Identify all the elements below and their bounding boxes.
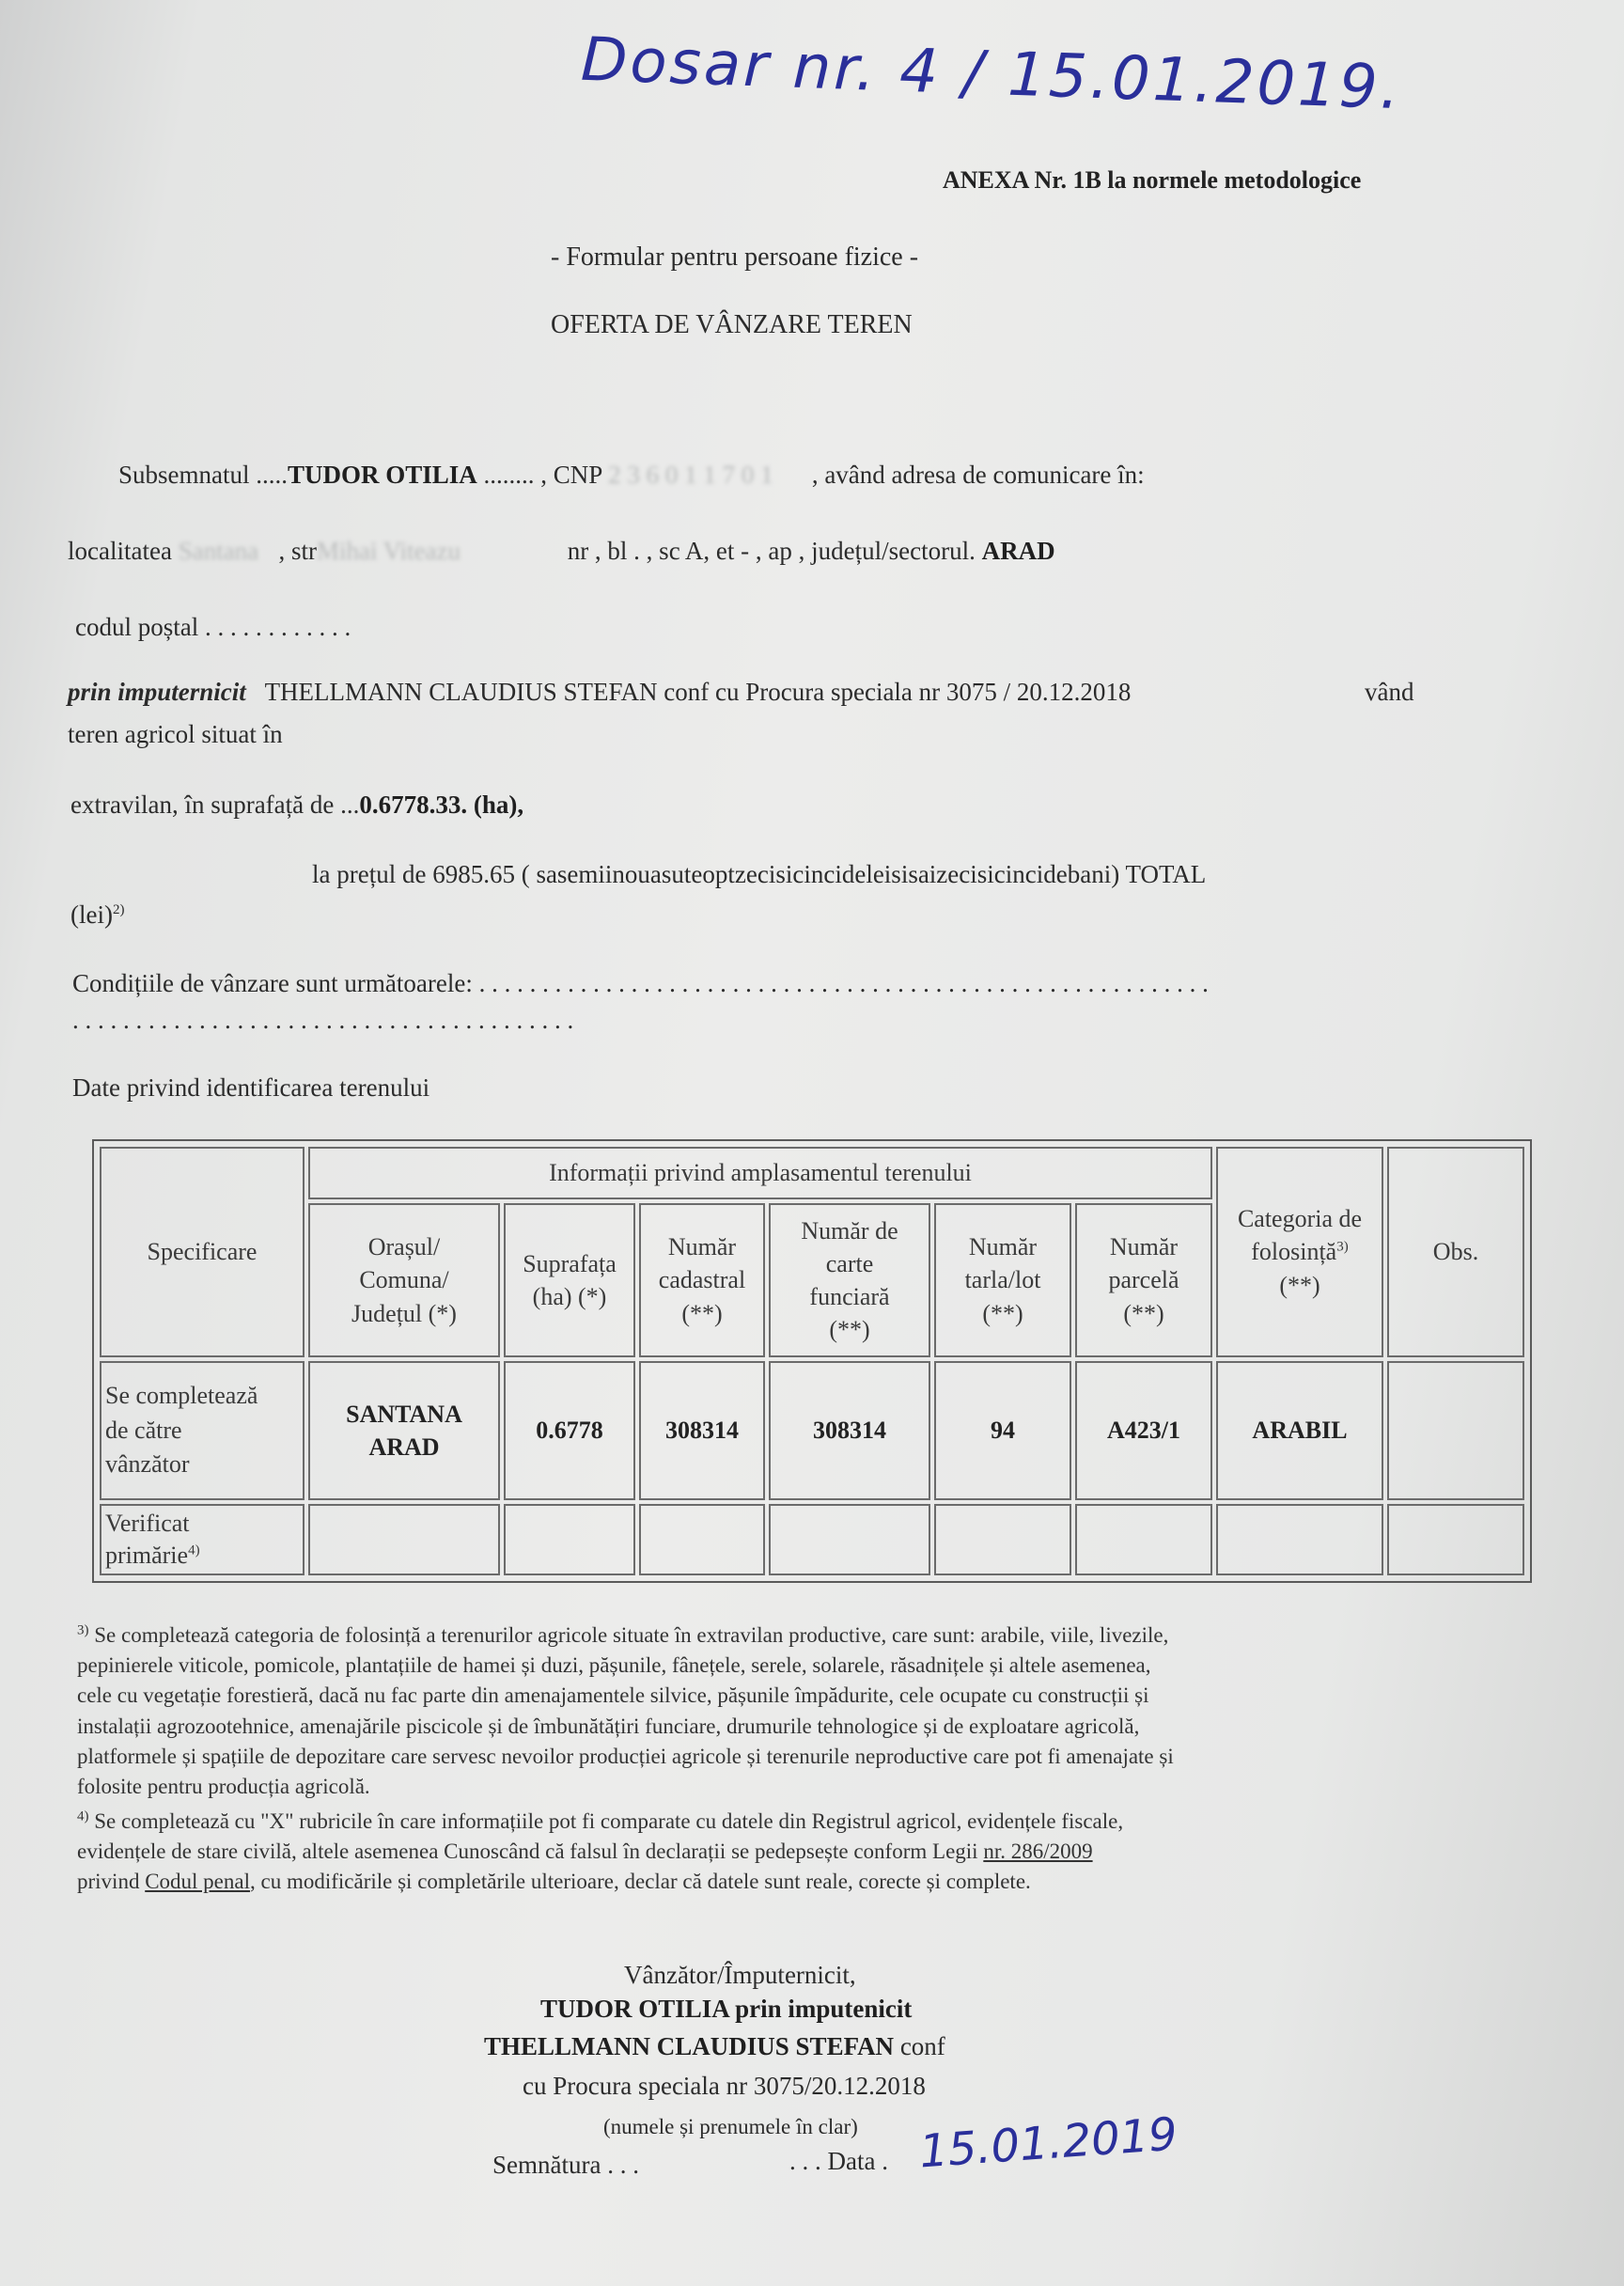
row-verified-oras (308, 1504, 500, 1575)
address-rest: nr , bl . , sc A, et - , ap , județul/sectorul. (567, 537, 976, 565)
row-seller-suprafata: 0.6778 (504, 1361, 635, 1500)
date-label: . . . Data . (789, 2147, 888, 2175)
row-seller-tarla: 94 (934, 1361, 1071, 1500)
row-verified-parcela (1075, 1504, 1212, 1575)
signature-name-2 (484, 2032, 945, 2061)
header-carte-funciara: Număr de carte funciară (**) (769, 1203, 930, 1357)
signatory-name-tail: prin imputenicit (728, 1995, 913, 2023)
land-identification-label: Date privind identificarea terenului (72, 1073, 430, 1102)
footnote-4 (77, 1807, 1123, 1898)
representative-line (68, 678, 1131, 707)
postal-code-line: codul poștal . . . . . . . . . . . . (75, 613, 351, 641)
sale-conditions-line (72, 969, 1209, 998)
sale-conditions-dots: . . . . . . . . . . . . . . . . . . . . . . . . . . . . . . . . . . . . . . . . . . . . . . . . . . . . . . . . . . (478, 969, 1209, 997)
price-unit (70, 900, 124, 930)
street-redacted: Mihai Viteazu (316, 537, 461, 565)
row-seller-parcela: A423/1 (1075, 1361, 1212, 1500)
header-obs: Obs. (1387, 1147, 1524, 1357)
locality-redacted: Santana (178, 537, 259, 565)
header-oras: Orașul/ Comuna/ Județul (*) (308, 1203, 500, 1357)
row-seller-cadastral: 308314 (639, 1361, 765, 1500)
header-categoria (1216, 1147, 1383, 1357)
representative-text: THELLMANN CLAUDIUS STEFAN conf cu Procura speciala nr 3075 / 20.12.2018 (264, 678, 1132, 706)
declarant-line (118, 461, 1145, 490)
footnote-3 (77, 1621, 1174, 1802)
sale-conditions-label: Condițiile de vânzare sunt următoarele: (72, 969, 473, 997)
representative-label: prin imputernicit (68, 678, 246, 706)
footnote-4-line: evidențele de stare civilă, altele asemenea Cunoscând că falsul în declarații se pedepsește conform Legii (77, 1840, 984, 1864)
handwritten-date: 15.01.2019 (917, 2107, 1179, 2179)
footnote-3-mark: 3) (77, 1622, 89, 1638)
area-value: 0.6778.33. (ha), (359, 791, 524, 819)
signature-label: Semnătura . . . (492, 2151, 639, 2179)
address-intro: , având adresa de comunicare în: (805, 461, 1145, 489)
footnote-3-line: platformele și spațiile de depozitare care servesc nevoilor producției agricole și terenurile neproductive care pot fi amenajate și (77, 1744, 1174, 1768)
representative-trail: vând (1365, 678, 1414, 706)
penal-code-link[interactable]: Codul penal (145, 1870, 250, 1894)
header-suprafata: Suprafața (ha) (*) (504, 1203, 635, 1357)
county-value: ARAD (981, 537, 1055, 565)
declarant-prefix: Subsemnatul ..... (118, 461, 288, 489)
row-verified-label-text: Verificat primărie$^{4)}$ (105, 1510, 200, 1569)
footnote-3-line: instalații agrozootehnice, amenajările piscicole și de îmbunătățiri funciare, drumurile tehnologice și de exploatare agricolă, (77, 1714, 1140, 1738)
row-verified-cadastral (639, 1504, 765, 1575)
header-categoria-tail: (**) (1279, 1271, 1320, 1299)
footnote-4-line: Se completează cu "X" rubricile în care informațiile pot fi comparate cu datele din Registrul agricol, evidențele fiscale, (88, 1809, 1124, 1833)
footnote-4-line: , cu modificările și completările ulterioare, declar că datele sunt reale, corecte și complete. (250, 1870, 1031, 1894)
price-unit-text: (lei) (70, 900, 113, 929)
cnp-redacted: 2 3 6 0 1 1 7 0 1 (608, 461, 773, 489)
law-reference-link[interactable]: nr. 286/2009 (983, 1840, 1093, 1864)
declarant-name: TUDOR OTILIA (288, 461, 477, 489)
header-cadastral: Număr cadastral (**) (639, 1203, 765, 1357)
representative-name: THELLMANN CLAUDIUS STEFAN (484, 2032, 895, 2060)
row-seller-obs (1387, 1361, 1524, 1500)
row-verified-tarla (934, 1504, 1071, 1575)
representative-name-tail: conf (894, 2032, 945, 2060)
price-line: la prețul de 6985.65 ( sasemiinouasuteoptzecisicincideleisisaizecisicincidebani) TOTAL (312, 860, 1207, 888)
signature-note: (numele și prenumele în clar) (603, 2115, 858, 2138)
price-unit-footnote: 2) (112, 902, 125, 917)
footnote-3-line: folosite pentru producția agricolă. (77, 1774, 370, 1798)
row-verified-footnote: 4) (188, 1542, 200, 1558)
area-line (70, 791, 523, 820)
header-specificare: Specificare (100, 1147, 304, 1357)
sale-conditions-dots-2: . . . . . . . . . . . . . . . . . . . . . . . . . . . . . . . . . . . . . . . . (72, 1006, 574, 1034)
address-line (68, 537, 1055, 566)
row-seller-carte-funciara: 308314 (769, 1361, 930, 1500)
header-categoria-text: Categoria de folosință (1237, 1205, 1363, 1266)
header-tarla-lot: Număr tarla/lot (**) (934, 1203, 1071, 1357)
row-verified-carte (769, 1504, 930, 1575)
signature-role: Vânzător/Împuternicit, (624, 1961, 856, 1989)
land-info-table (92, 1139, 1532, 1583)
signature-procura: cu Procura speciala nr 3075/20.12.2018 (523, 2072, 926, 2100)
row-verified-suprafata (504, 1504, 635, 1575)
cnp-label: ........ , CNP (476, 461, 609, 489)
form-title: OFERTA DE VÂNZARE TEREN (551, 310, 913, 339)
footnote-4-mark: 4) (77, 1808, 89, 1824)
annex-title: ANEXA Nr. 1B la normele metodologice (943, 166, 1362, 194)
footnote-3-line: cele cu vegetație forestieră, dacă nu fac parte din amenajamentele silvice, pășunile împădurite, cele ocupate cu construcții și (77, 1683, 1149, 1708)
street-label: , str (272, 537, 317, 565)
footnote-4-line: privind (77, 1870, 146, 1894)
signature-name-1 (540, 1995, 912, 2024)
header-location-group: Informații privind amplasamentul terenului (308, 1147, 1212, 1199)
locality-label: localitatea (68, 537, 172, 565)
form-subtitle: - Formular pentru persoane fizice - (551, 243, 919, 272)
row-seller-oras: SANTANA ARAD (308, 1361, 500, 1500)
header-categoria-footnote: 3) (1336, 1239, 1349, 1255)
footnote-3-line: Se completează categoria de folosință a terenurilor agricole situate în extravilan productive, care sunt: arabile, viile, livezile, (88, 1623, 1169, 1647)
row-seller-label: Se completează de către vânzător (100, 1361, 304, 1500)
footnote-3-line: pepinierele viticole, pomicole, plantațiile de hamei și duzi, pășunile, fânețele, serele, solarele, răsadnițele și altele asemenea, (77, 1653, 1151, 1678)
row-verified-categoria (1216, 1504, 1383, 1575)
signatory-name: TUDOR OTILIA (540, 1995, 729, 2023)
row-verified-label (100, 1504, 304, 1575)
land-location-intro: teren agricol situat în (68, 720, 283, 748)
header-parcela: Număr parcelă (**) (1075, 1203, 1212, 1357)
row-verified-obs (1387, 1504, 1524, 1575)
row-seller-categoria: ARABIL (1216, 1361, 1383, 1500)
handwritten-file-number: Dosar nr. 4 / 15.01.2019. (579, 24, 1404, 124)
area-label: extravilan, în suprafață de ... (70, 791, 360, 819)
